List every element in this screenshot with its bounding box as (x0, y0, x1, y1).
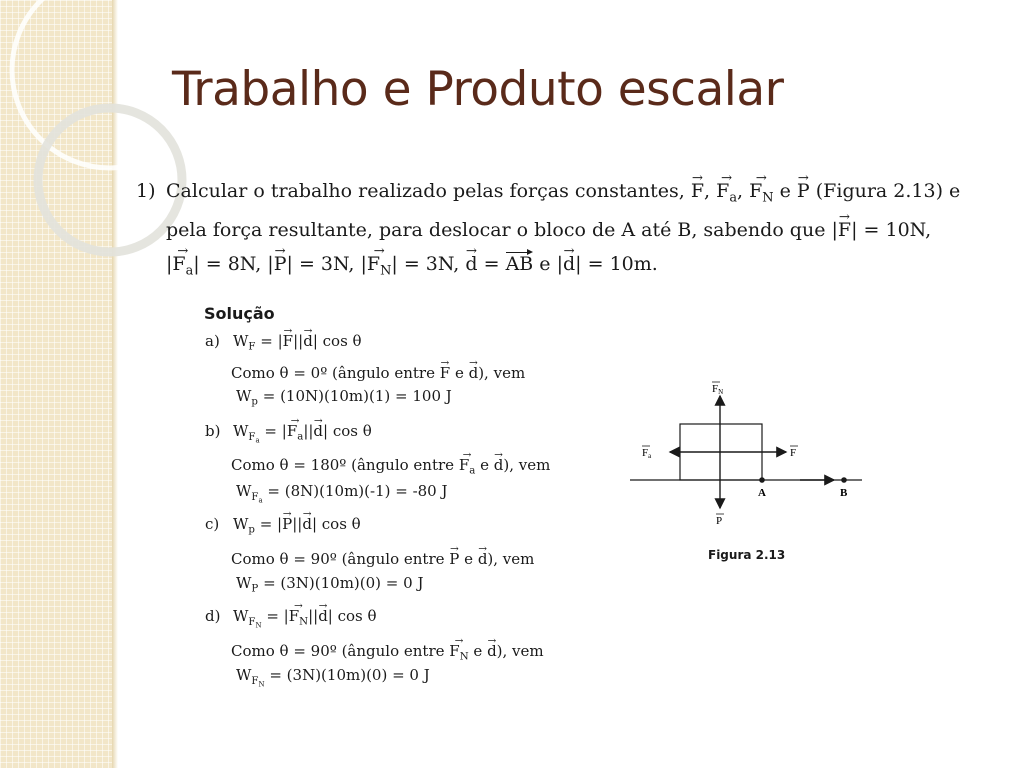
item-a-como: Como θ = 0º (ângulo entre → F e → d), vem (231, 366, 525, 381)
item-c-label: c) (205, 515, 220, 533)
item-a-label: a) (205, 332, 220, 350)
problem-line-3: |→ $F_a| = 8N$, |→ P| = 3N, |→ $F_N| = 3N$, → d = AB e |→ d| = 10m. (166, 255, 658, 274)
item-d-result: $W_{F_N} = (3N)(10m)(0) = 0$ J (236, 666, 430, 688)
problem-line-1: Calcular o trabalho realizado pelas forças constantes, → F, → $F_a$, → $F_N$ e → P (Figura 2.13) e (166, 182, 960, 201)
label-fa: Fa (642, 447, 652, 460)
label-f: F (790, 447, 797, 459)
item-c-result: $W_P = (3N)(10m)(0) = 0$ J (236, 574, 424, 595)
slide-title: Trabalho e Produto escalar (172, 62, 784, 117)
item-b-label: b) (205, 422, 221, 440)
item-d-formula: $W_{F_N}$ = |→ $F_N||\to d|$ cos θ (233, 609, 377, 625)
problem-line-2: pela força resultante, para deslocar o bloco de A até B, sabendo que |→ F| = 10N, (166, 221, 931, 240)
item-a-formula: $W_F$ = |→ F||→ d| cos θ (233, 334, 362, 349)
label-p: P (716, 515, 723, 527)
item-d-como: Como θ = 90º (ângulo entre → $F_N$ e → d), vem (231, 644, 544, 659)
item-b-formula: $W_{F_a}$ = |→ $F_a||\to d|$ cos θ (233, 424, 372, 440)
item-c-como: Como θ = 90º (ângulo entre → P e → d), vem (231, 552, 534, 567)
item-c-formula: $W_p$ = |→ P||→ d| cos θ (233, 517, 361, 532)
problem-number: 1) (136, 180, 156, 202)
item-b-result: $W_{F_a} = (8N)(10m)(-1) = -80$ J (236, 482, 448, 504)
label-a: A (758, 487, 766, 499)
point-a (759, 477, 765, 483)
figure-caption: Figura 2.13 (708, 548, 786, 562)
item-b-como: Como θ = 180º (ângulo entre → $F_a$ e → d), vem (231, 458, 550, 473)
solution-heading: Solução (204, 304, 275, 323)
label-b: B (840, 487, 848, 499)
item-a-result: $W_p = (10N)(10m)(1) = 100$ J (236, 387, 452, 408)
label-fn: FN (712, 383, 724, 396)
item-d-label: d) (205, 607, 221, 625)
force-diagram (620, 370, 880, 540)
point-b (841, 477, 847, 483)
